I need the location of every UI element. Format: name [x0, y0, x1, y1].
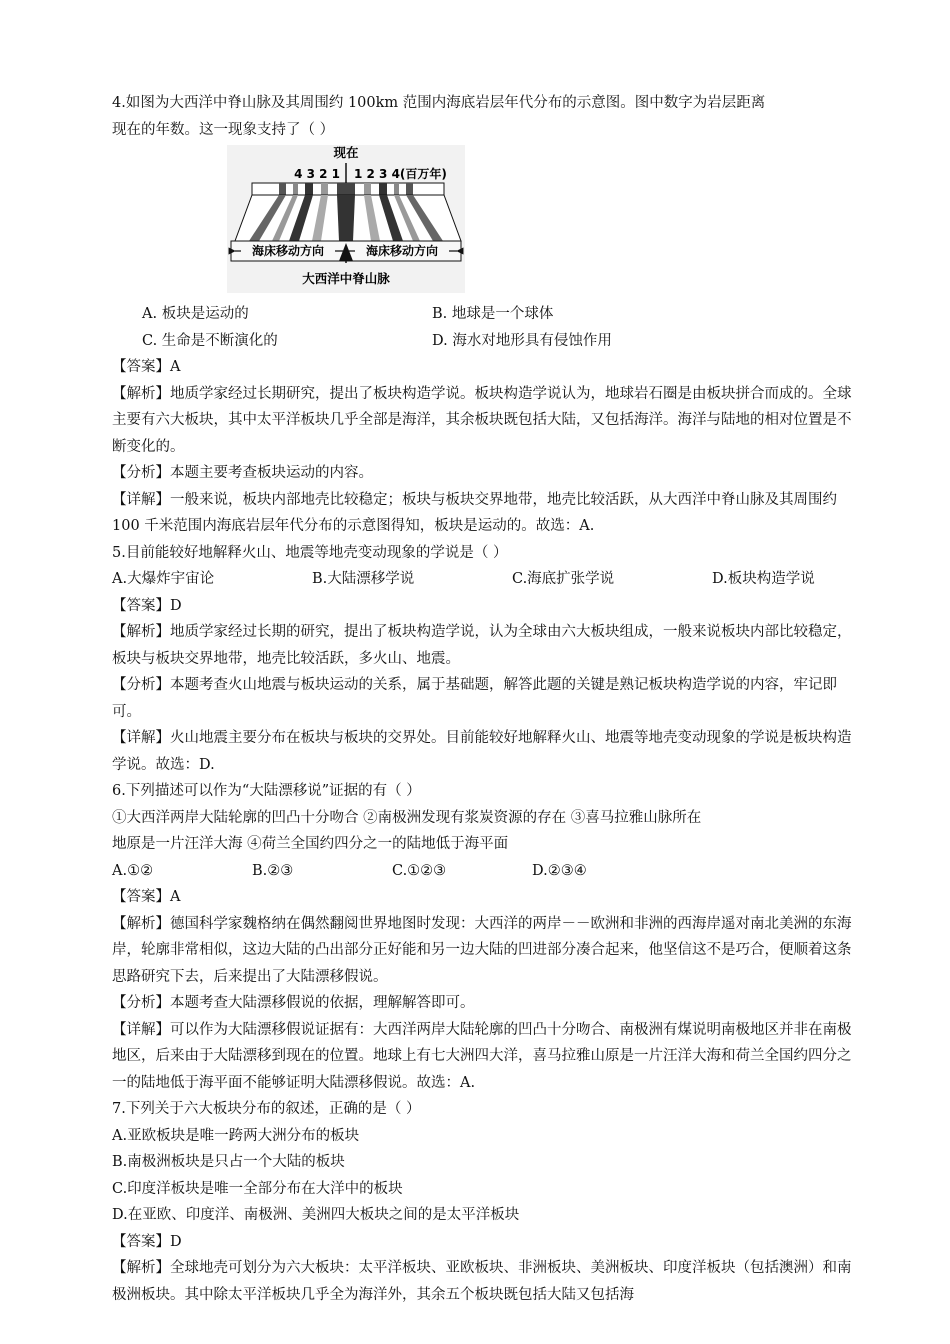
q4-figure	[112, 145, 854, 297]
q4-option-d: D. 海水对地形具有侵蚀作用	[432, 332, 612, 349]
mid-ocean-ridge-diagram	[227, 145, 465, 293]
document-page	[112, 90, 854, 1308]
q4-option-c: C. 生命是不断演化的	[142, 332, 278, 349]
fig-left-numbers: 4 3 2 1	[294, 167, 340, 181]
q6-answer: 【答案】A	[112, 889, 181, 905]
q7-option-d: D.在亚欧、印度洋、南极洲、美洲四大板块之间的是太平洋板块	[112, 1207, 520, 1223]
fig-right-numbers: 1 2 3 4(百万年)	[354, 167, 447, 181]
q4-stem-line2: 现在的年数。这一现象支持了（ ）	[112, 121, 335, 138]
q6-items-line2: 地原是一片汪洋大海 ④荷兰全国约四分之一的陆地低于海平面	[112, 836, 509, 852]
q7-option-a: A.亚欧板块是唯一跨两大洲分布的板块	[112, 1127, 360, 1144]
q4-answer: 【答案】A	[112, 359, 181, 375]
q6-option-d: D.②③④	[532, 862, 587, 879]
q5-options	[112, 566, 854, 593]
q5-option-a: A.大爆炸宇宙论	[112, 571, 215, 587]
q6-analysis: 【解析】德国科学家魏格纳在偶然翻阅世界地图时发现：大西洋的两岸－－欧洲和非洲的西海岸遥对南北美洲的东海岸，轮廓非常相似，这边大陆的凸出部分正好能和另一边大陆的凹进部分凑合起来，他坚信这不是巧合，便顺着这条思路研究下去，后来提出了大陆漂移假说。	[112, 915, 852, 985]
q5-detail: 【详解】火山地震主要分布在板块与板块的交界处。目前能较好地解释火山、地震等地壳变动现象的学说是板块构造学说。故选：D.	[112, 730, 852, 773]
q6-option-b: B.②③	[252, 862, 294, 879]
q5-focus: 【分析】本题考查火山地震与板块运动的关系，属于基础题，解答此题的关键是熟记板块构造学说的内容，牢记即可。	[112, 677, 837, 720]
q7-stem: 7.下列关于六大板块分布的叙述，正确的是（ ）	[112, 1101, 421, 1117]
q6-items-line1: ①大西洋两岸大陆轮廓的凹凸十分吻合 ②南极洲发现有浆炭资源的存在 ③喜马拉雅山脉所在	[112, 809, 702, 826]
q5-stem: 5.目前能较好地解释火山、地震等地壳变动现象的学说是（ ）	[112, 544, 508, 561]
q6-options	[112, 858, 854, 885]
q4-analysis: 【解析】地质学家经过长期研究，提出了板块构造学说。板块构造学说认为，地球岩石圈是由板块拼合而成的。全球主要有六大板块，其中太平洋板块几乎全部是海洋，其余板块既包括大陆，又包括海洋。海洋与陆地的相对位置是不断变化的。	[112, 385, 852, 455]
q6-option-a: A.①②	[112, 862, 154, 879]
q7-analysis: 【解析】全球地壳可划分为六大板块：太平洋板块、亚欧板块、非洲板块、美洲板块、印度洋板块（包括澳洲）和南极洲板块。其中除太平洋板块几乎全为海洋外，其余五个板块既包括大陆又包括海	[112, 1260, 852, 1303]
q7-option-c: C.印度洋板块是唯一全部分布在大洋中的板块	[112, 1180, 403, 1197]
q4-option-b: B. 地球是一个球体	[432, 306, 554, 322]
q4-detail: 【详解】一般来说，板块内部地壳比较稳定；板块与板块交界地带，地壳比较活跃，从大西洋中脊山脉及其周围约 100 千米范围内海底岩层年代分布的示意图得知，板块是运动的。故选：A.	[112, 491, 837, 534]
q6-detail: 【详解】可以作为大陆漂移假说证据有：大西洋两岸大陆轮廓的凹凸十分吻合、南极洲有煤说明南极地区并非在南极地区，后来由于大陆漂移到现在的位置。地球上有七大洲四大洋，喜马拉雅山原是一片汪洋大海和荷兰全国约四分之一的陆地低于海平面不能够证明大陆漂移假说。故选：A.	[112, 1021, 852, 1091]
q7-option-b: B.南极洲板块是只占一个大陆的板块	[112, 1154, 345, 1170]
q5-option-c: C.海底扩张学说	[512, 571, 615, 587]
q5-option-d: D.板块构造学说	[712, 571, 815, 587]
fig-top-label: 现在	[333, 145, 359, 160]
q6-stem: 6.下列描述可以作为“大陆漂移说”证据的有（ ）	[112, 783, 421, 799]
q7-answer: 【答案】D	[112, 1233, 182, 1250]
q5-answer: 【答案】D	[112, 597, 182, 614]
q4-focus: 【分析】本题主要考查板块运动的内容。	[112, 465, 373, 481]
q4-stem-line1: 4.如图为大西洋中脊山脉及其周围约 100km 范围内海底岩层年代分布的示意图。图中数字为岩层距离	[112, 95, 766, 111]
fig-right-arrow-label: 海床移动方向	[365, 244, 439, 258]
fig-caption: 大西洋中脊山脉	[302, 271, 390, 286]
fig-left-arrow-label: 海床移动方向	[251, 244, 325, 258]
q5-option-b: B.大陆漂移学说	[312, 571, 415, 587]
q6-option-c: C.①②③	[392, 862, 447, 879]
q4-options-2	[112, 328, 854, 355]
q4-options	[112, 301, 854, 328]
q5-analysis: 【解析】地质学家经过长期的研究，提出了板块构造学说，认为全球由六大板块组成，一般来说板块内部比较稳定，板块与板块交界地带，地壳比较活跃，多火山、地震。	[112, 624, 852, 667]
q4-option-a: A. 板块是运动的	[142, 306, 249, 322]
q6-focus: 【分析】本题考查大陆漂移假说的依据，理解解答即可。	[112, 995, 475, 1011]
